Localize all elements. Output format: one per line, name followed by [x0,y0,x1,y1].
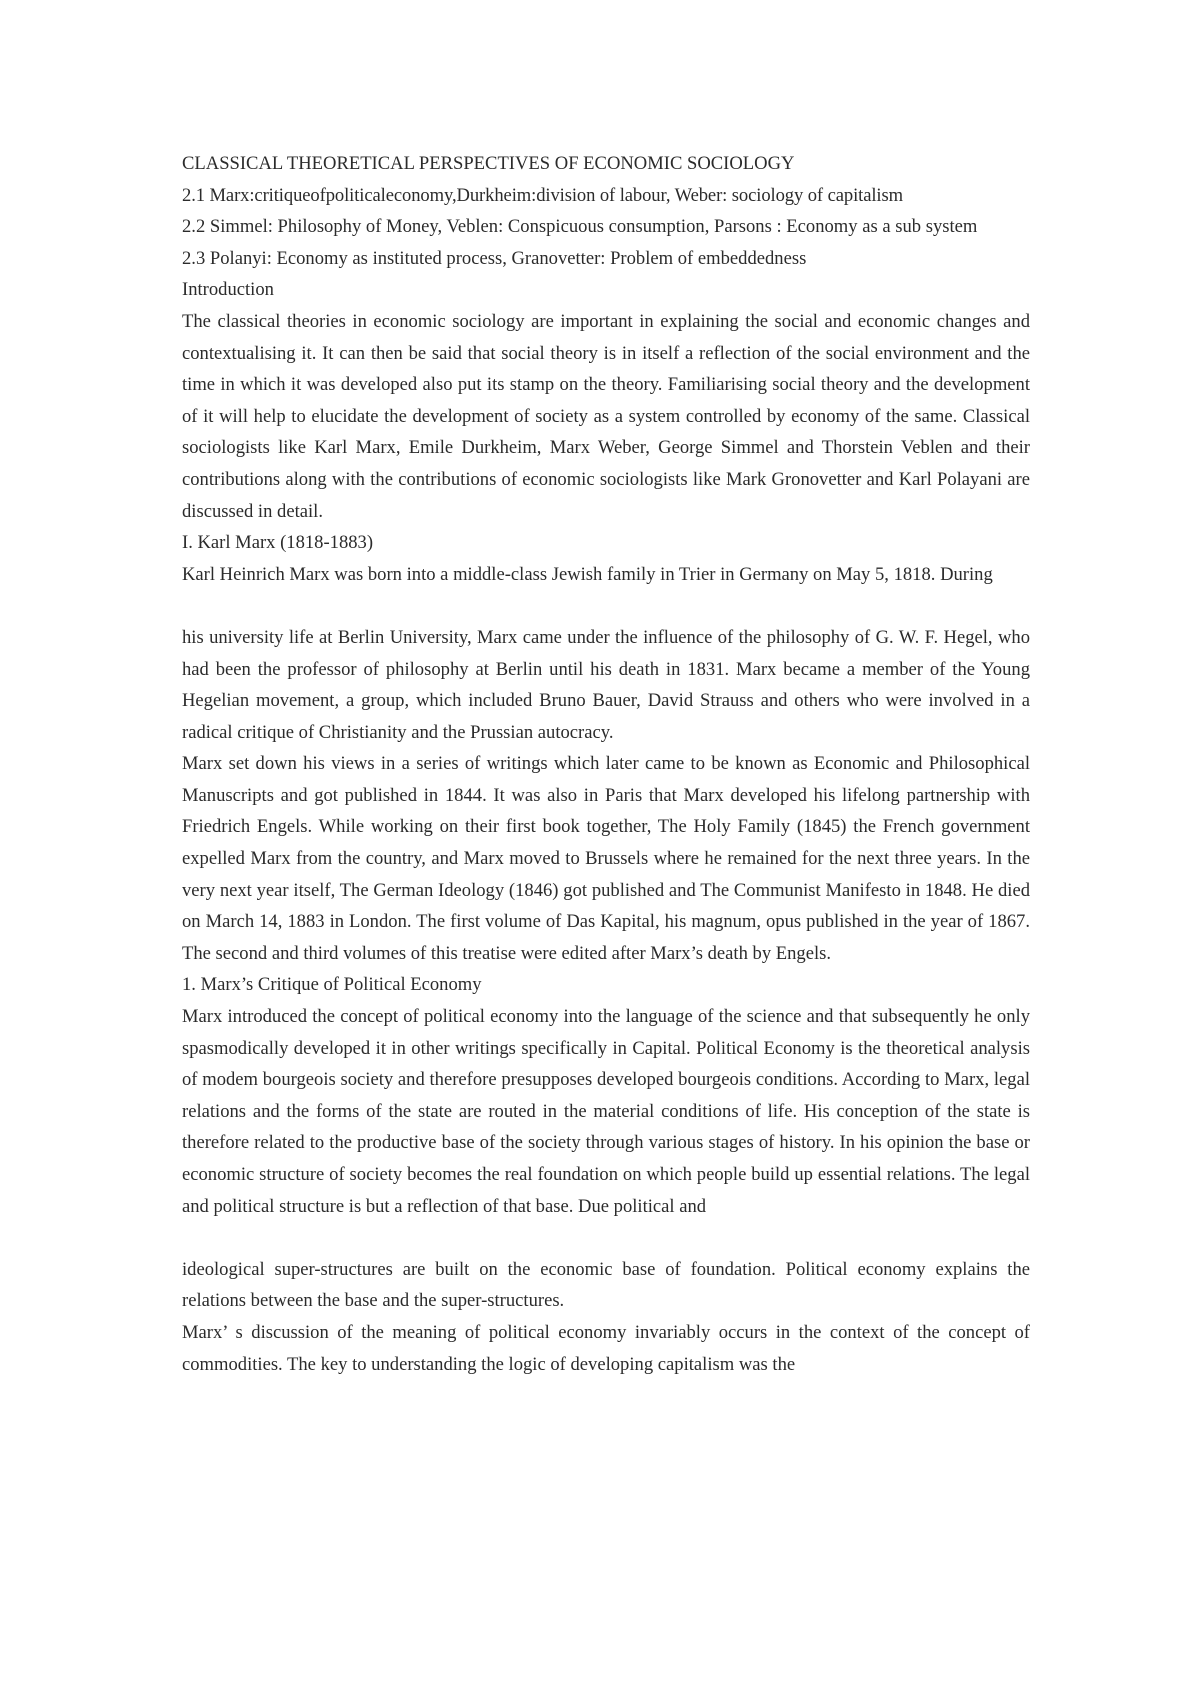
document-title: CLASSICAL THEORETICAL PERSPECTIVES OF ECONOMIC SOCIOLOGY [182,153,795,174]
introduction-paragraph: The classical theories in economic sociology are important in explaining the social and economic changes and contextualising it. It can then be said that social theory is in itself a reflection of the social environment and the time in which it was developed also put its stamp on the theory. Familiarising social theory and the development of it will help to elucidate the development of society as a system controlled by economy of the same. Classical sociologists like Karl Marx, Emile Durkheim, Marx Weber, George Simmel and Thorstein Veblen and their contributions along with the contributions of economic sociologists like Mark Gronovetter and Karl Polayani are discussed in detail. [182,310,1030,522]
page-break-gap-2 [182,1222,1030,1254]
marx-intro-paragraph: Karl Heinrich Marx was born into a middle-class Jewish family in Trier in Germany on May 5, 1818. During [182,563,993,585]
page-break-gap [182,590,1030,622]
outline-item-2-3: 2.3 Polanyi: Economy as instituted process, Granovetter: Problem of embeddedness [182,247,807,269]
marx-writings-paragraph: Marx set down his views in a series of writings which later came to be known as Economic and Philosophical Manuscripts and got published in 1844. It was also in Paris that Marx developed his lifelong partnership with Friedrich Engels. While working on their first book together, The Holy Family (1845) the French government expelled Marx from the country, and Marx moved to Brussels where he remained for the next three years. In the very next year itself, The German Ideology (1846) got published and The Communist Manifesto in 1848. He died on March 14, 1883 in London. The first volume of Das Kapital, his magnum, opus published in the year of 1867. The second and third volumes of this treatise were edited after Marx’s death by Engels. [182,753,1030,964]
outline-item-2-1: 2.1 Marx:critiqueofpoliticaleconomy,Durkheim:division of labour, Weber: sociology of capitalism [182,184,903,206]
critique-paragraph: Marx introduced the concept of political economy into the language of the science and that subsequently he only spasmodically developed it in other writings specifically in Capital. Political Economy is the theoretical analysis of modem bourgeois society and therefore presupposes developed bourgeois conditions. According to Marx, legal relations and the forms of the state are routed in the material conditions of life. His conception of the state is therefore related to the productive base of the society through various stages of history. In his opinion the base or economic structure of society becomes the real foundation on which people build up essential relations. The legal and political structure is but a reflection of that base. Due political and [182,1006,1030,1217]
critique-heading: 1. Marx’s Critique of Political Economy [182,974,482,996]
document-page [182,148,1030,1380]
marx-heading: I. Karl Marx (1818-1883) [182,532,374,554]
outline-item-2-2: 2.2 Simmel: Philosophy of Money, Veblen: Conspicuous consumption, Parsons : Economy as a sub system [182,216,978,238]
superstructure-paragraph: ideological super-structures are built on the economic base of foundation. Political economy explains the relations between the base and the super-structures. [182,1258,1030,1312]
marx-university-paragraph: his university life at Berlin University, Marx came under the influence of the philosophy of G. W. F. Hegel, who had been the professor of philosophy at Berlin until his death in 1831. Marx became a member of the Young Hegelian movement, a group, which included Bruno Bauer, David Strauss and others who were involved in a radical critique of Christianity and the Prussian autocracy. [182,626,1030,743]
introduction-heading: Introduction [182,279,274,301]
commodities-paragraph: Marx’ s discussion of the meaning of political economy invariably occurs in the context of the concept of commodities. The key to understanding the logic of developing capitalism was the [182,1321,1030,1375]
